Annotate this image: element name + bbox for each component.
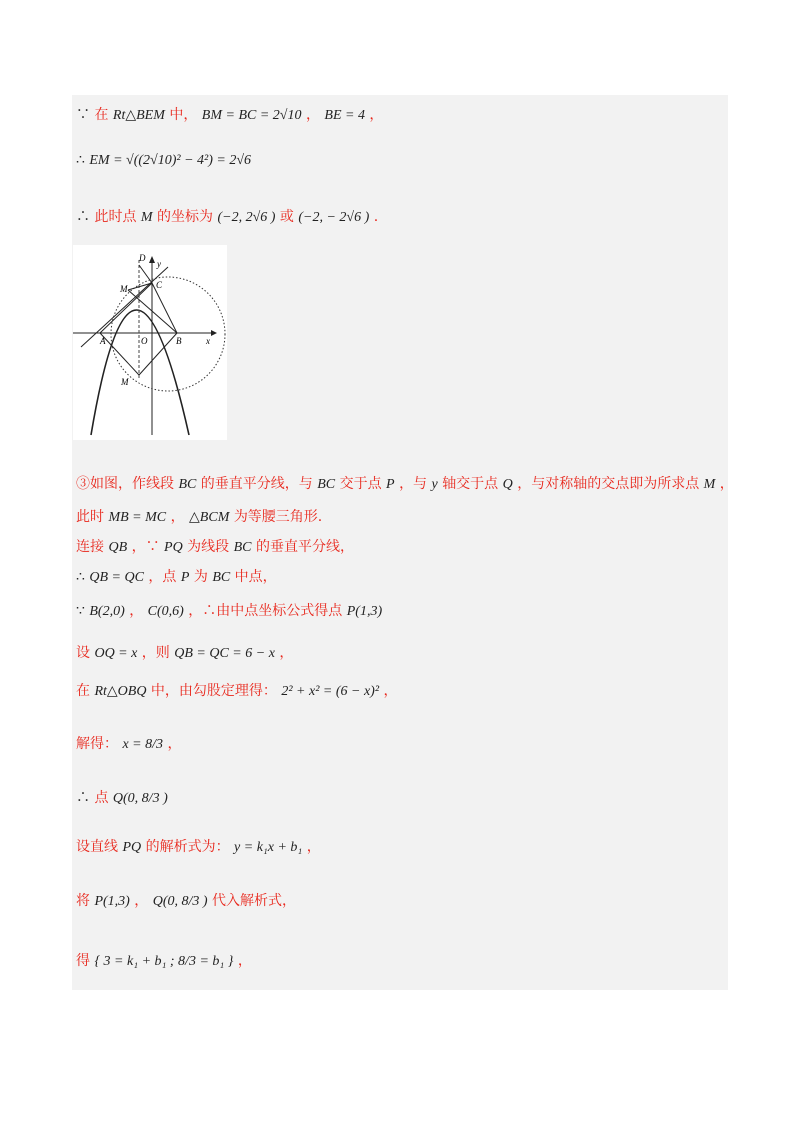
- text: 为: [193, 569, 208, 585]
- label-C: C: [156, 280, 163, 290]
- label-y: y: [157, 259, 161, 269]
- math: QB = QC = 6 − x: [174, 646, 275, 661]
- line-9: [76, 642, 293, 662]
- text: 将: [76, 893, 90, 909]
- text: ，: [719, 476, 734, 492]
- math: P: [386, 477, 395, 492]
- math: Q(0, 8/3 ): [152, 894, 208, 909]
- line-5: [76, 506, 322, 526]
- text: ，: [279, 645, 294, 661]
- text: ，: [167, 736, 182, 752]
- text: 的垂直平分线，: [255, 539, 354, 555]
- label-D: D: [139, 253, 146, 263]
- text: 连接: [76, 539, 104, 555]
- math: PQ: [164, 540, 183, 555]
- math: QB: [108, 540, 128, 555]
- math: BC: [317, 477, 336, 492]
- math: BC: [212, 570, 231, 585]
- label-O: O: [141, 336, 148, 346]
- line-13: [76, 836, 321, 856]
- therefore-symbol: ∴: [76, 790, 90, 806]
- math: C(0,6): [147, 604, 184, 619]
- line-10: [76, 680, 397, 700]
- text: 轴交于点: [442, 476, 499, 492]
- text: 代入解析式，: [212, 893, 297, 909]
- math: BE = 4: [324, 108, 365, 123]
- parabola-figure: [73, 245, 227, 440]
- math: P(1,3): [346, 604, 383, 619]
- text: ，: [237, 953, 252, 969]
- label-M-lower: M: [121, 377, 129, 387]
- math: EM = √((2√10)² − 4²) = 2√6: [89, 153, 252, 168]
- text: ，则: [141, 645, 170, 661]
- line-1: [76, 104, 383, 124]
- text: ，: [305, 107, 320, 123]
- math: BC: [233, 540, 252, 555]
- math: OQ = x: [94, 646, 138, 661]
- math: B(2,0): [89, 604, 125, 619]
- math: PQ: [122, 840, 142, 855]
- text: .: [373, 209, 379, 225]
- text: 点: [94, 790, 109, 806]
- math: QB = QC: [89, 570, 144, 585]
- text: ，: [306, 839, 321, 855]
- math: Rt△OBQ: [94, 684, 147, 699]
- math: P(1,3): [94, 894, 130, 909]
- text: 中，由勾股定理得：: [150, 683, 277, 699]
- math: y = k₁x + b₁: [234, 840, 303, 855]
- line-11: [76, 733, 181, 753]
- math: (−2, − 2√6 ): [298, 210, 370, 225]
- text: 此时点: [94, 209, 137, 225]
- text: ，: [170, 509, 185, 525]
- math: 2² + x² = (6 − x)²: [281, 684, 380, 699]
- line-3: [76, 206, 378, 226]
- text: 的解析式为：: [145, 839, 230, 855]
- text: ，点: [148, 569, 177, 585]
- label-A: A: [100, 336, 106, 346]
- math: Q: [502, 477, 513, 492]
- math: BM = BC = 2√10: [201, 108, 302, 123]
- because-symbol: ∵: [76, 107, 90, 123]
- because-symbol: ∵: [76, 603, 85, 619]
- therefore-symbol: ∴: [76, 569, 85, 585]
- line-14: [76, 890, 296, 910]
- equation-system: { 3 = k₁ + b₁ ; 8/3 = b₁ }: [94, 954, 234, 969]
- text: 设直线: [76, 839, 118, 855]
- line-2: [76, 152, 251, 169]
- label-M-upper: M: [120, 284, 128, 294]
- text: 的垂直平分线，与: [200, 476, 313, 492]
- math: M: [140, 210, 153, 225]
- math: BC: [178, 477, 197, 492]
- label-B: B: [176, 336, 182, 346]
- math: Q(0, 8/3 ): [112, 791, 168, 806]
- math: (−2, 2√6 ): [217, 210, 276, 225]
- text: ，: [134, 893, 149, 909]
- line-6: [76, 536, 354, 556]
- text: 得: [76, 953, 90, 969]
- text: 解得：: [76, 736, 118, 752]
- text: ，∴由中点坐标公式得点: [188, 603, 343, 619]
- text: 或: [279, 209, 294, 225]
- text: ，∵: [131, 539, 160, 555]
- text: 在: [94, 107, 109, 123]
- therefore-symbol: ∴: [76, 209, 90, 225]
- text: 设: [76, 645, 90, 661]
- label-x: x: [206, 336, 210, 346]
- text: 在: [76, 683, 90, 699]
- line-12: [76, 787, 168, 807]
- text: 为线段: [187, 539, 230, 555]
- math: M: [703, 477, 716, 492]
- line-7: [76, 566, 277, 586]
- math: Rt△BEM: [112, 108, 165, 123]
- text: ③如图，作线段: [76, 476, 174, 492]
- text: 为等腰三角形.: [233, 509, 323, 525]
- text: 的坐标为: [157, 209, 214, 225]
- math: MB = MC: [108, 510, 167, 525]
- line-15: [76, 950, 252, 970]
- text: ，: [383, 683, 398, 699]
- text: ，: [129, 603, 144, 619]
- text: ，与对称轴的交点即为所求点: [517, 476, 700, 492]
- text: ，: [369, 107, 384, 123]
- text: 此时: [76, 509, 104, 525]
- text: 中，: [169, 107, 198, 123]
- text: 交于点: [339, 476, 382, 492]
- text: ，与: [399, 476, 428, 492]
- math: P: [180, 570, 190, 585]
- math: y: [431, 477, 438, 492]
- math: x = 8/3: [122, 737, 164, 752]
- line-8: [76, 600, 382, 620]
- math: △BCM: [189, 510, 230, 525]
- text: 中点，: [234, 569, 277, 585]
- line-4: [76, 473, 734, 493]
- therefore-symbol: ∴: [76, 152, 85, 168]
